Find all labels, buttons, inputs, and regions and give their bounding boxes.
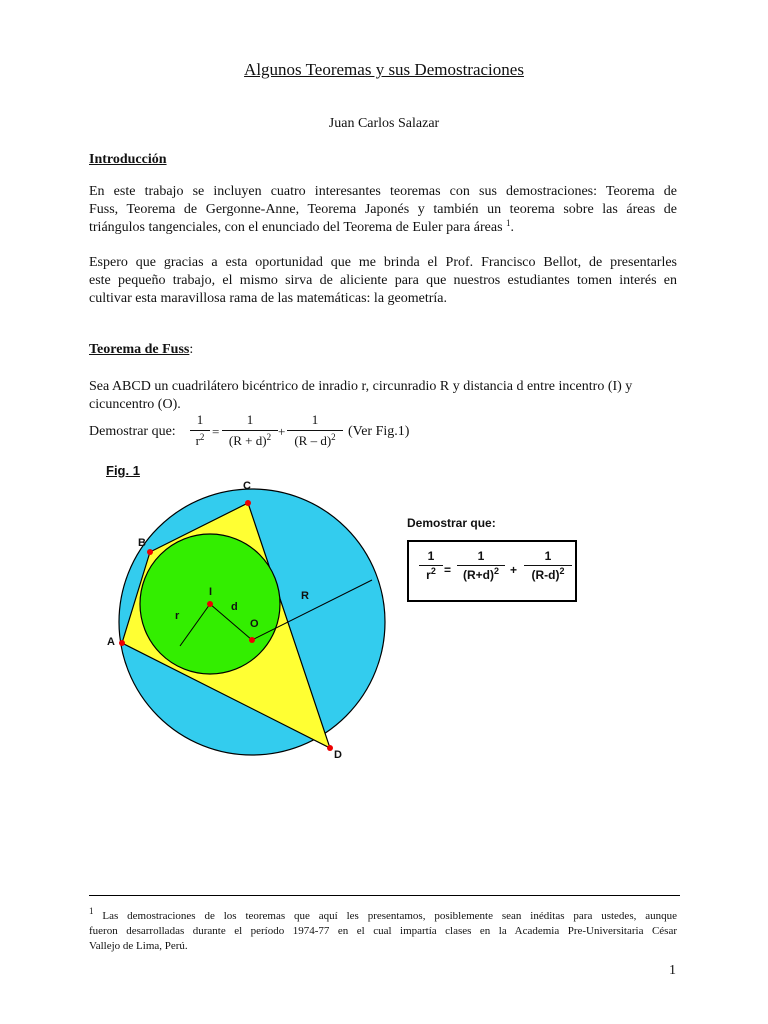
box-f2-numerator: 1 [457,549,505,566]
label-A: A [107,636,115,648]
intro-p1-line-1: En este trabajo se incluyen cuatro interesantes teoremas con sus demostraciones: Teorema de [89,184,677,199]
label-d: d [231,601,238,613]
formula-box [407,540,577,602]
box-f3-numerator: 1 [524,549,572,566]
label-R: R [301,590,309,602]
point-B [147,549,153,555]
box-f2-denominator: $(R+d)^2$ [462,566,499,582]
point-O [249,637,255,643]
box-equals: = [444,563,452,577]
footnote [89,906,677,954]
intro-p2-line-1: Espero que gracias a esta oportunidad que me brinda el Prof. Francisco Bellot, de presentarles [89,255,677,270]
eq-f2-numerator: 1 [222,412,278,431]
intro-p1-period: . [510,220,515,235]
eq-equals: = [212,424,220,439]
label-r: r [175,610,180,622]
eq-f3-numerator: 1 [287,412,343,431]
footnote-line-3: Vallejo de Lima, Perú. [89,940,188,952]
eq-f3-denominator: (R – d)$^2$ [294,432,336,448]
label-O: O [250,618,259,630]
fuss-heading-text: Teorema de Fuss [89,342,190,357]
point-D [327,745,333,751]
fuss-statement-line-2: cicuncentro (O). [89,397,181,412]
intro-p1-line-2: Fuss, Teorema de Gergonne-Anne, Teorema Japonés y también un teorema sobre las áreas de [89,202,677,217]
fuss-heading-colon: : [189,342,194,357]
footnote-separator [89,895,680,896]
fuss-heading [89,342,193,358]
intro-heading: Introducción [89,152,167,167]
footnote-line-2: fueron desarrolladas durante el período 1974-77 en el cual impartía clases en la Academia Pre-Universitaria César [89,925,677,937]
page-number: 1 [669,963,676,978]
document-title: Algunos Teoremas y sus Demostraciones [244,60,524,79]
box-f1-denominator: $r^2$ [426,566,436,582]
box-title: Demostrar que: [407,516,496,530]
eq-f1-denominator: $r^2$ [195,432,205,448]
label-C: C [243,480,251,492]
label-I: I [209,586,213,598]
footnote-mark: 1 [89,906,94,916]
fuss-statement-line-1: Sea ABCD un cuadrilátero bicéntrico de inradio r, circunradio R y distancia d entre incentro (I) y [89,379,633,394]
label-B: B [138,537,146,549]
eq-figure-reference: (Ver Fig.1) [348,424,410,439]
intro-p2-line-3: cultivar esta maravillosa rama de las matemáticas: la geometría. [89,291,448,306]
eq-f1-numerator: 1 [190,412,210,431]
box-f3-denominator: $(R-d)^2$ [531,566,565,582]
eq-plus: + [278,424,286,439]
point-A [119,640,125,646]
intro-paragraph-1 [89,183,677,237]
footnote-reference: 1 [506,218,511,228]
footnote-line-1: $^1$ Las demostraciones de los teoremas que aquí les presentamos, posiblemente sean inéditas para ustedes, aunque [89,906,677,922]
fuss-statement [89,378,689,414]
author-name: Juan Carlos Salazar [328,116,440,131]
figure-label: Fig. 1 [106,463,140,478]
demostrar-label: Demostrar que: [89,424,176,439]
point-I [207,601,213,607]
box-plus: + [510,563,518,577]
eq-f2-denominator: $(R + d)^2$ [228,432,272,448]
point-C [245,500,251,506]
box-f1-numerator: 1 [419,549,443,566]
intro-p2-line-2: este pequeño trabajo, el mismo sirva de aliciente para que nuestros estudiantes tomen interés en [89,273,677,288]
intro-p1-last-text: triángulos tangenciales, con el enunciado del Teorema de Euler para áreas [89,220,503,235]
intro-paragraph-2 [89,254,677,308]
intro-p1-line-3 [89,219,677,237]
label-D: D [334,749,342,761]
